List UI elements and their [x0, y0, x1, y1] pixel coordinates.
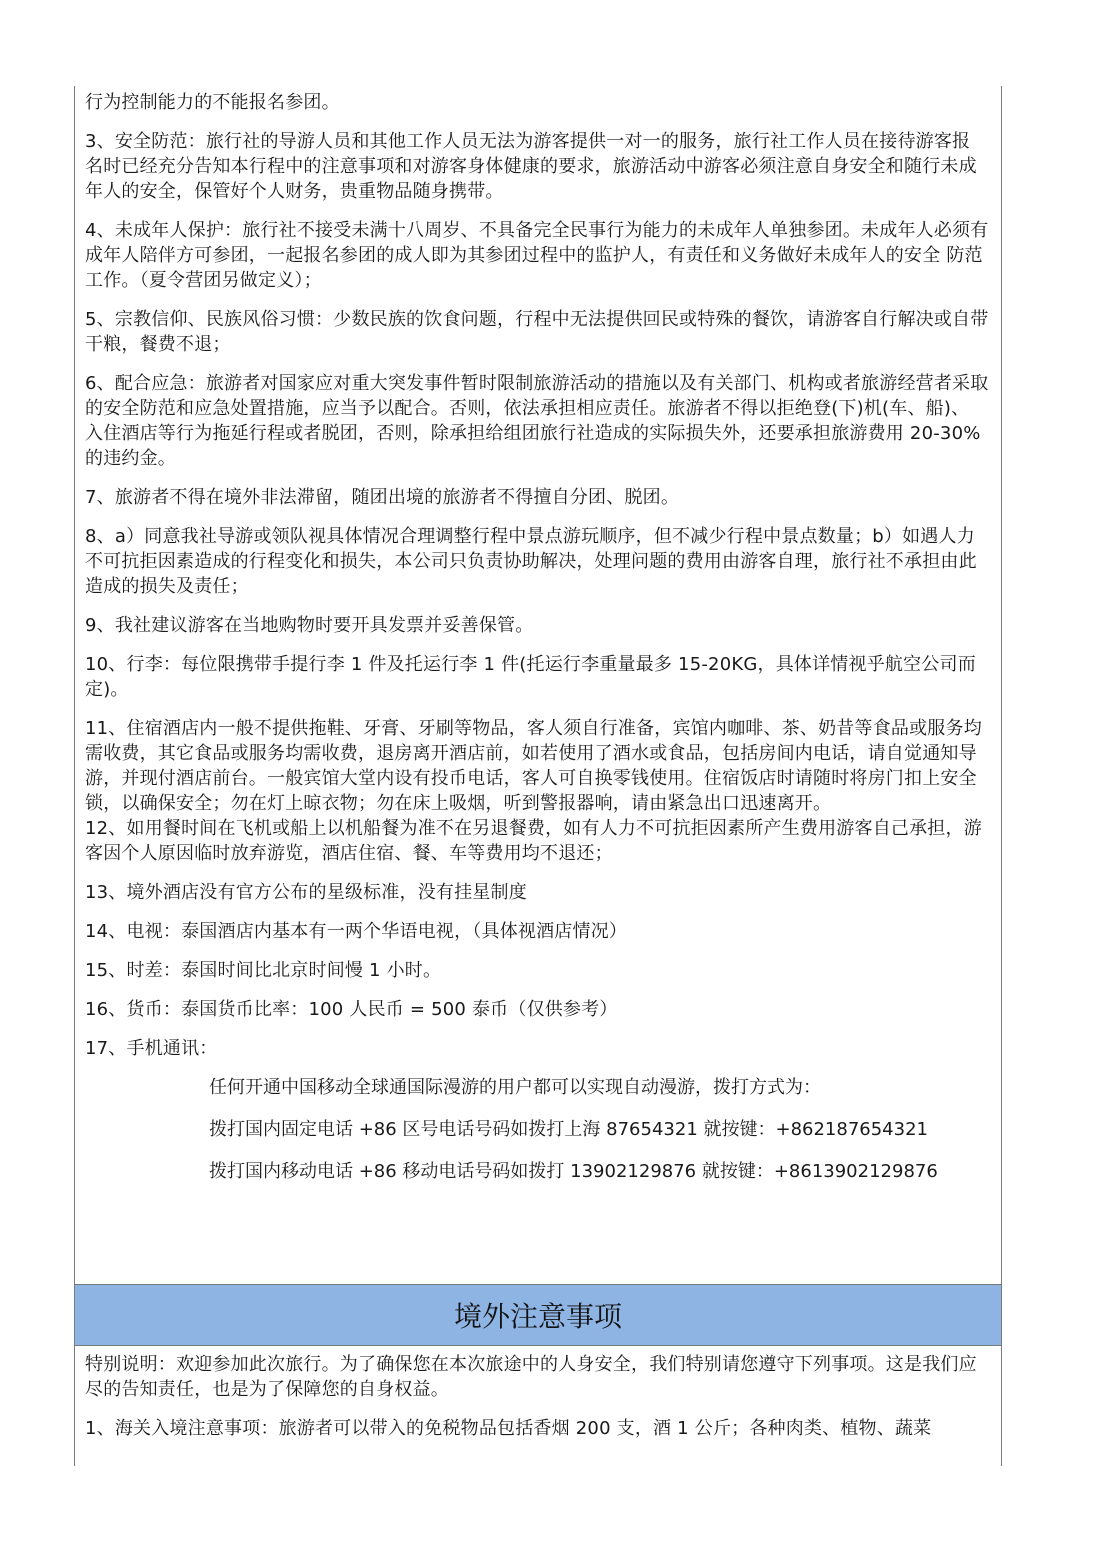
paragraph-mobile: 17、手机通讯：: [85, 1038, 218, 1059]
paragraph-religion: 5、宗教信仰、民族风俗习惯：少数民族的饮食问题，行程中无法提供回民或特殊的餐饮，请游客自行解决或自带干粮，餐费不退；: [85, 309, 989, 355]
notice-content-frame: [74, 86, 1002, 1284]
paragraph-time-difference: 15、时差：泰国时间比北京时间慢 1 小时。: [85, 960, 442, 981]
paragraph-minors: 4、未成年人保护：旅行社不接受未满十八周岁、不具备完全民事行为能力的未成年人单独参团。未成年人必须有成年人陪伴方可参团，一起报名参团的成人即为其参团过程中的监护人，有责任和义务做好未成年人的安全 防范工作。（夏令营团另做定义）；: [85, 220, 989, 291]
paragraph-hotel-rating: 13、境外酒店没有官方公布的星级标准，没有挂星制度: [85, 882, 527, 903]
paragraph-no-overstay: 7、旅游者不得在境外非法滞留，随团出境的旅游者不得擅自分团、脱团。: [85, 487, 680, 508]
mobile-cell-dial-line: 拨打国内移动电话 +86 移动电话号码如拨打 13902129876 就按键：+8613902129876: [209, 1161, 938, 1182]
paragraph-currency: 16、货币：泰国货币比率：100 人民币 = 500 泰币（仅供参考）: [85, 999, 618, 1020]
section-title-overseas-notes: 境外注意事项: [74, 1284, 1002, 1346]
document-page: [74, 86, 1002, 1466]
paragraph-itinerary-change: 8、a）同意我社导游或领队视具体情况合理调整行程中景点游玩顺序，但不减少行程中景点数量；b）如遇人力不可抗拒因素造成的行程变化和损失，本公司只负责协助解决，处理问题的费用由游客自理，旅行社不承担由此造成的损失及责任；: [85, 526, 977, 597]
paragraph-emergency: 6、配合应急：旅游者对国家应对重大突发事件暂时限制旅游活动的措施以及有关部门、机构或者旅游经营者采取的安全防范和应急处置措施，应当予以配合。否则，依法承担相应责任。旅游者不得以拒绝登(下)机(车、船)、 入住酒店等行为拖延行程或者脱团，否则，除承担给组团旅行社造成的实际损失外，还要承担旅游费用 20-30% 的违约金。: [85, 373, 989, 469]
paragraph-tv: 14、电视：泰国酒店内基本有一两个华语电视，（具体视酒店情况）: [85, 921, 628, 942]
mobile-roaming-line: 任何开通中国移动全球通国际漫游的用户都可以实现自动漫游，拨打方式为：: [209, 1077, 821, 1098]
mobile-landline-dial-line: 拨打国内固定电话 +86 区号电话号码如拨打上海 87654321 就按键：+862187654321: [209, 1119, 928, 1140]
paragraph-continuation: 行为控制能力的不能报名参团。: [85, 92, 340, 113]
paragraph-customs: 1、海关入境注意事项：旅游者可以带入的免税物品包括香烟 200 支，酒 1 公斤；各种肉类、植物、蔬菜: [85, 1418, 932, 1439]
paragraph-shopping: 9、我社建议游客在当地购物时要开具发票并妥善保管。: [85, 615, 534, 636]
paragraph-special-note: 特别说明：欢迎参加此次旅行。为了确保您在本次旅途中的人身安全，我们特别请您遵守下列事项。这是我们应尽的告知责任，也是为了保障您的自身权益。: [85, 1354, 977, 1400]
paragraph-meals: 12、如用餐时间在飞机或船上以机船餐为准不在另退餐费，如有人力不可抗拒因素所产生费用游客自己承担，游客因个人原因临时放弃游览，酒店住宿、餐、车等费用均不退还；: [85, 818, 982, 864]
paragraph-luggage: 10、行李：每位限携带手提行李 1 件及托运行李 1 件(托运行李重量最多 15-20KG，具体详情视乎航空公司而定)。: [85, 654, 976, 700]
paragraph-safety: 3、安全防范：旅行社的导游人员和其他工作人员无法为游客提供一对一的服务，旅行社工作人员在接待游客报 名时已经充分告知本行程中的注意事项和对游客身体健康的要求，旅游活动中游客必须注意自身安全和随行未成年人的安全，保管好个人财务，贵重物品随身携带。: [85, 131, 977, 202]
overseas-notes-frame: [74, 1346, 1002, 1466]
paragraph-hotel: 11、住宿酒店内一般不提供拖鞋、牙膏、牙刷等物品，客人须自行准备，宾馆内咖啡、茶、奶昔等食品或服务均需收费，其它食品或服务均需收费，退房离开酒店前，如若使用了酒水或食品，包括房间内电话，请自觉通知导游，并现付酒店前台。一般宾馆大堂内设有投币电话，客人可自换零钱使用。住宿饭店时请随时将房门扣上安全锁，以确保安全；勿在灯上晾衣物；勿在床上吸烟，听到警报器响，请由紧急出口迅速离开。: [85, 718, 982, 814]
